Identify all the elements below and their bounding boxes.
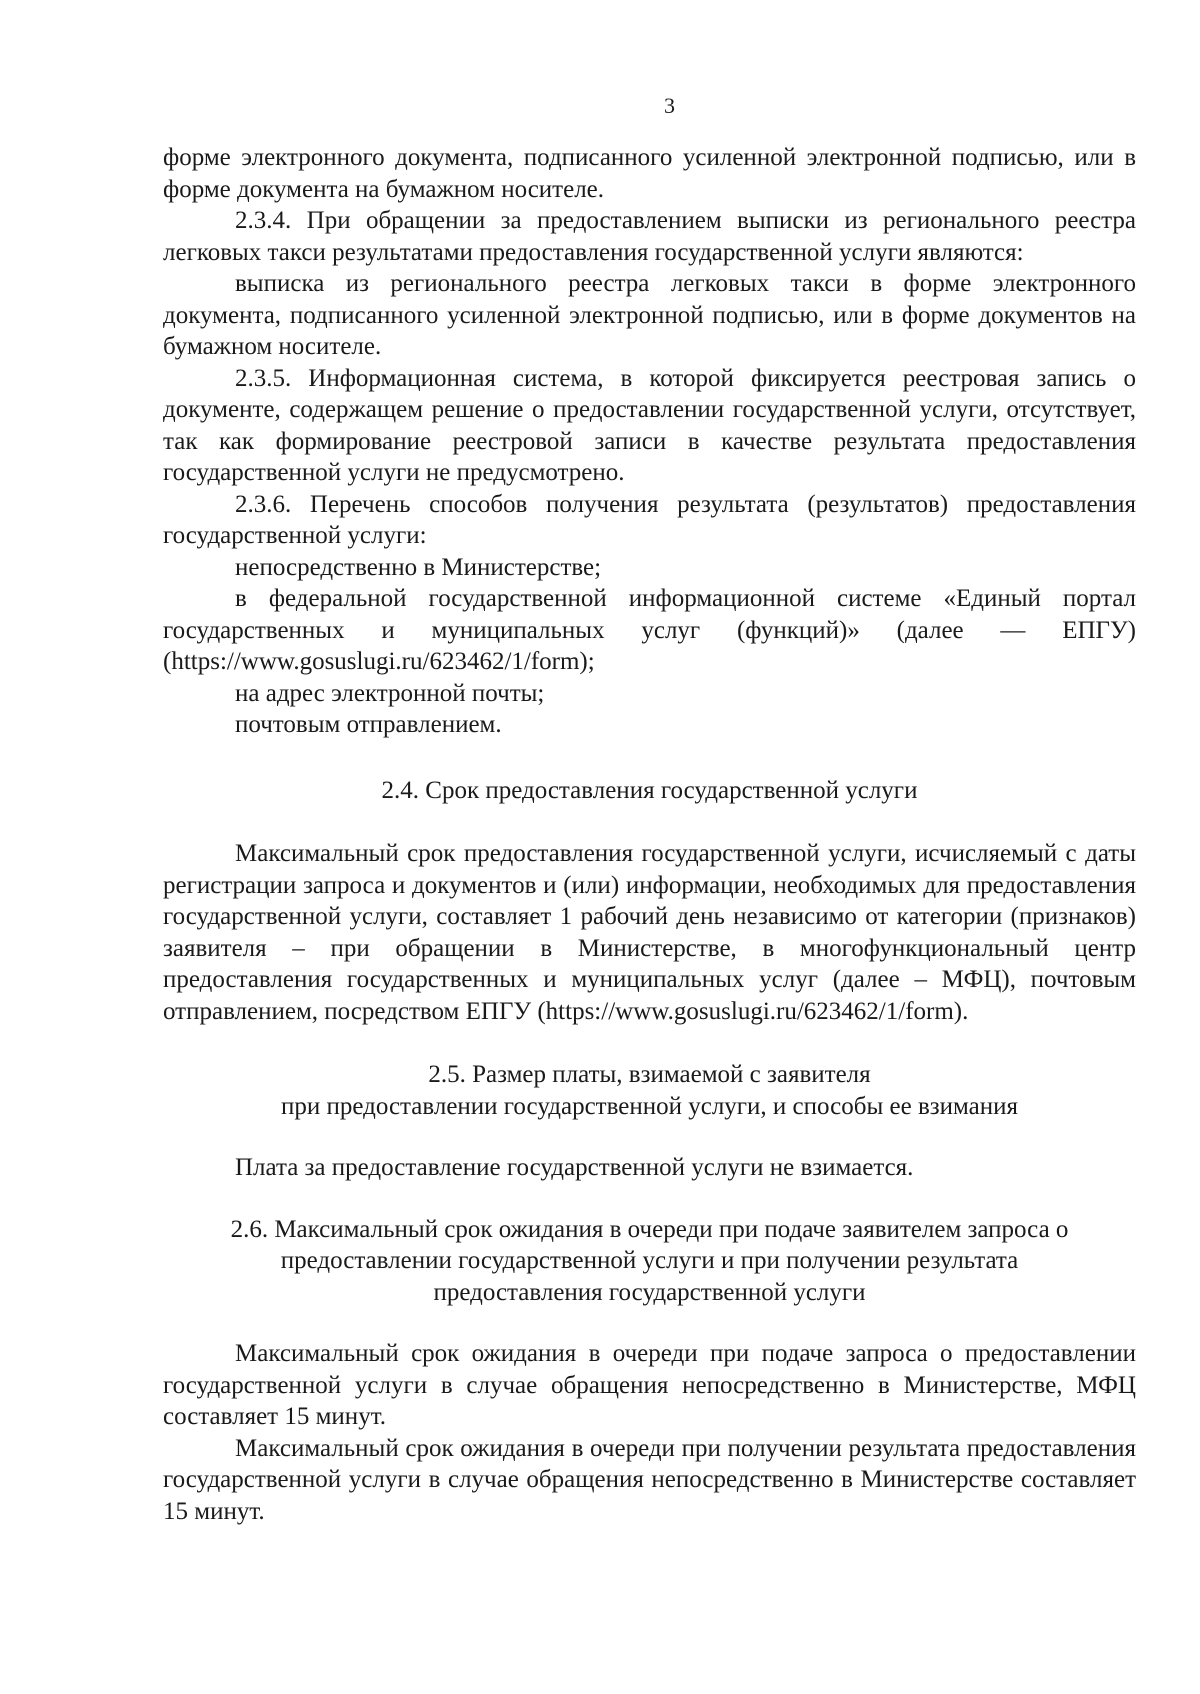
list-item-epgu: в федеральной государственной информационной системе «Единый портал государственных и муниципальных услуг (функций)» (далее — ЕПГУ) (https://www.gosuslugi.ru/623462/1/form); xyxy=(163,585,1136,675)
paragraph-2-3-4: 2.3.4. При обращении за предоставлением выписки из регионального реестра легковых такси результатами предоставления государственной услуги являются: xyxy=(163,207,1136,266)
spacer xyxy=(163,1184,1136,1214)
list-item-ministry: непосредственно в Министерстве; xyxy=(235,553,602,581)
paragraph-2-3-5: 2.3.5. Информационная система, в которой фиксируется реестровая запись о документе, содержащем решение о предоставлении государственной услуги, отсутствует, так как формирование реестровой записи в качестве результата предоставления государственной услуги не предусмотрено. xyxy=(163,364,1136,486)
spacer xyxy=(163,1027,1136,1059)
spacer xyxy=(163,1308,1136,1338)
spacer xyxy=(163,1122,1136,1152)
list-item-email: на адрес электронной почты; xyxy=(235,679,545,707)
section-heading-2-4: 2.4. Срок предоставления государственной услуги xyxy=(381,776,918,804)
paragraph-continuation: форме электронного документа, подписанного усиленной электронной подписью, или в форме документа на бумажном носителе. xyxy=(163,144,1136,203)
spacer xyxy=(163,741,1136,775)
paragraph-2-6-body1: Максимальный срок ожидания в очереди при подаче запроса о предоставлении государственной услуги в случае обращения непосредственно в Министерстве, МФЦ составляет 15 минут. xyxy=(163,1340,1136,1430)
paragraph-2-4-body: Максимальный срок предоставления государственной услуги, исчисляемый с даты регистрации запроса и документов и (или) информации, необходимых для предоставления государственной услуги, составляет 1 рабочий день независимо от категории (признаков) заявителя – при обращении в Министерстве, в многофункциональный центр предоставления государственных и муниципальных услуг (далее – МФЦ), почтовым отправлением, посредством ЕПГУ (https://www.gosuslugi.ru/623462/1/form). xyxy=(163,840,1136,1025)
section-heading-2-5-line1: 2.5. Размер платы, взимаемой с заявителя xyxy=(428,1061,871,1088)
list-item-post: почтовым отправлением. xyxy=(235,711,502,738)
paragraph-2-5-body: Плата за предоставление государственной услуги не взимается. xyxy=(235,1154,914,1181)
section-heading-2-6-line2: предоставлении государственной услуги и при получении результата xyxy=(280,1247,1019,1274)
page-number: 3 xyxy=(664,93,675,118)
section-heading-2-6-line1: 2.6. Максимальный срок ожидания в очереди при подаче заявителем запроса о xyxy=(230,1215,1069,1243)
section-heading-2-5-line2: при предоставлении государственной услуги, и способы ее взимания xyxy=(280,1092,1019,1120)
paragraph-2-3-6: 2.3.6. Перечень способов получения результата (результатов) предоставления государственной услуги: xyxy=(163,490,1136,549)
spacer xyxy=(163,806,1136,838)
section-heading-2-6-line3: предоставления государственной услуги xyxy=(433,1278,866,1306)
paragraph-extract-form: выписка из регионального реестра легковых такси в форме электронного документа, подписанного усиленной электронной подписью, или в форме документов на бумажном носителе. xyxy=(163,270,1136,360)
paragraph-2-6-body2: Максимальный срок ожидания в очереди при получении результата предоставления государственной услуги в случае обращения непосредственно в Министерстве составляет 15 минут. xyxy=(163,1434,1136,1525)
